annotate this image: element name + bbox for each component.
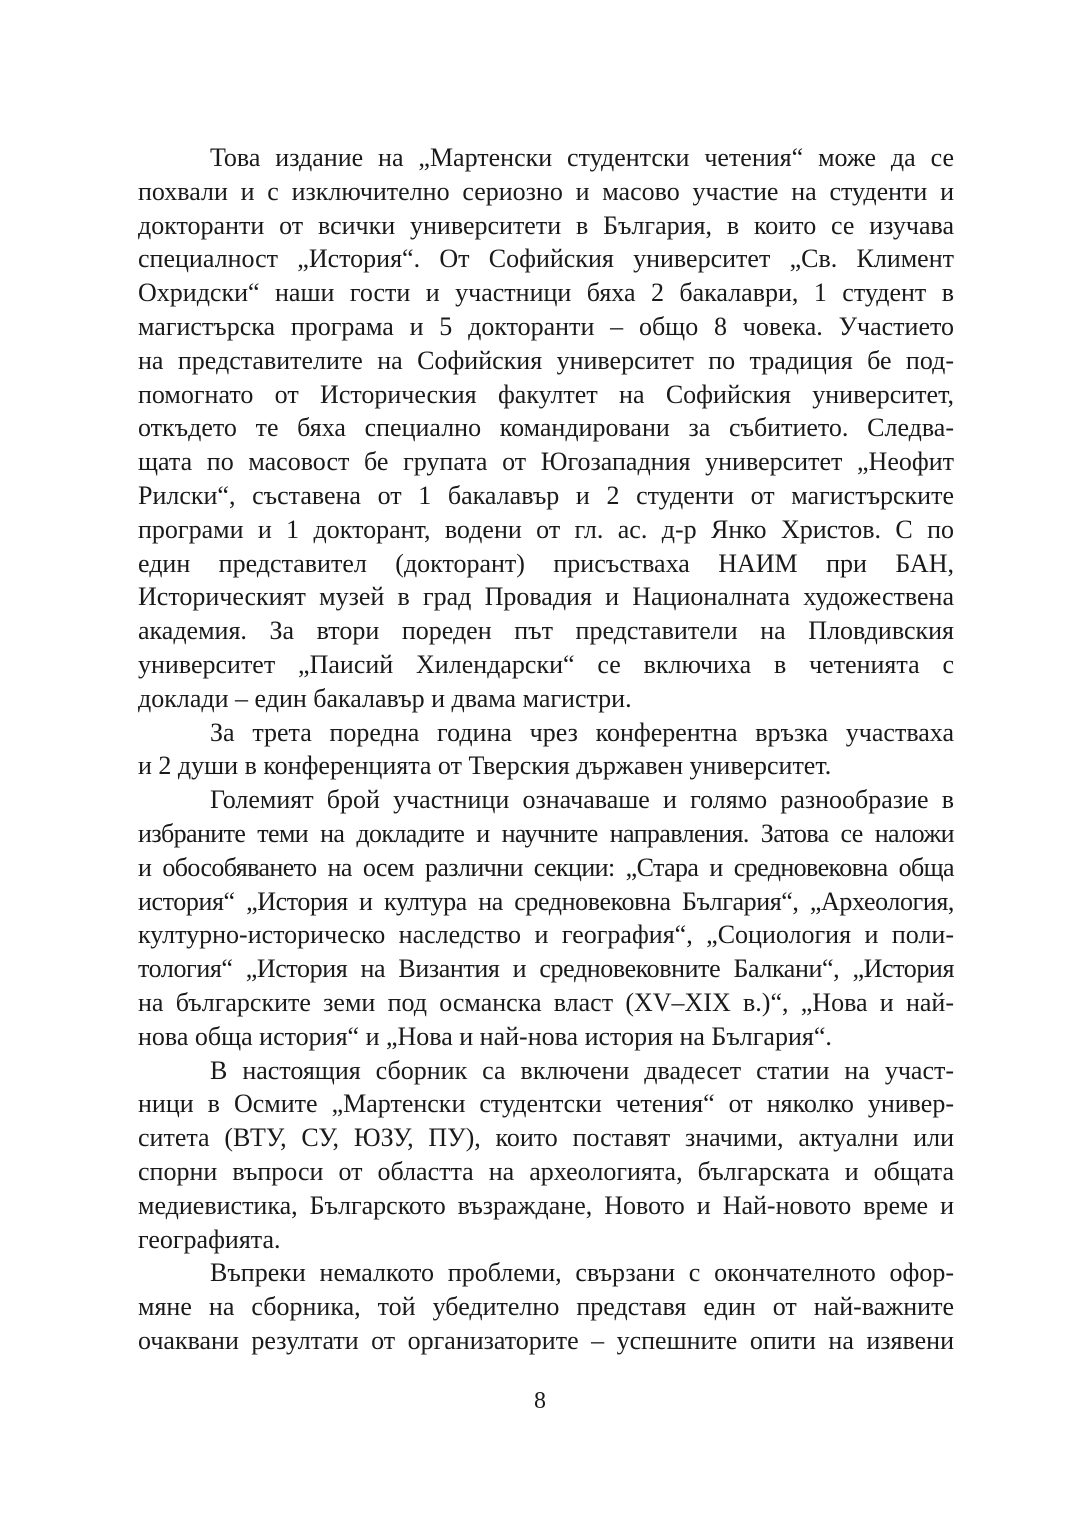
text-line: един представител (докторант) присъстваха НАИМ при БАН, bbox=[138, 548, 954, 578]
paragraph-4 bbox=[138, 1054, 954, 1257]
text-line: ници в Осмите „Мартенски студентски четения“ от няколко универ- bbox=[138, 1089, 954, 1119]
text-line: Това издание на „Мартенски студентски четения“ може да се bbox=[210, 143, 954, 172]
text-line: тология“ „История на Византия и средновековните Балкани“, „История bbox=[138, 954, 954, 984]
text-line: спорни въпроси от областта на археологията, българската и общата bbox=[138, 1156, 954, 1186]
text-line: академия. За втори пореден път представители на Пловдивския bbox=[138, 616, 954, 646]
text-line: Рилски“, съставена от 1 бакалавър и 2 студенти от магистърските bbox=[138, 480, 954, 510]
text-line: очаквани резултати от организаторите – успешните опити на изявени bbox=[138, 1325, 954, 1355]
text-line: доклади – един бакалавър и двама магистри. bbox=[138, 683, 632, 713]
text-line: история“ „История и култура на средновековна България“, „Археология, bbox=[138, 886, 954, 916]
text-line: Големият брой участници означаваше и голямо разнообразие в bbox=[210, 785, 954, 815]
text-line: Въпреки немалкото проблеми, свързани с окончателното офор- bbox=[210, 1258, 954, 1288]
text-line: магистърска програма и 5 докторанти – общо 8 човека. Участието bbox=[138, 311, 954, 341]
text-line: докторанти от всички университети в България, в които се изучава bbox=[138, 210, 954, 240]
text-line: на българските земи под османска власт (XV–XIX в.)“, „Нова и най- bbox=[138, 987, 954, 1017]
text-line: ситета (ВТУ, СУ, ЮЗУ, ПУ), които поставят значими, актуални или bbox=[138, 1123, 954, 1153]
text-line: избраните теми на докладите и научните направления. Затова се наложи bbox=[138, 818, 954, 848]
text-line: и 2 души в конференцията от Тверския държавен университет. bbox=[138, 751, 832, 781]
paragraph-5 bbox=[138, 1256, 954, 1357]
text-line: мяне на сборника, той убедително представя един от най-важните bbox=[138, 1292, 954, 1322]
text-line: медиевистика, Българското възраждане, Новото и Най-новото време и bbox=[138, 1190, 954, 1220]
text-line: на представителите на Софийския университет по традиция бе под- bbox=[138, 345, 954, 375]
text-line: В настоящия сборник са включени двадесет статии на участ- bbox=[210, 1055, 954, 1085]
text-line: географията. bbox=[138, 1224, 281, 1254]
text-line: програми и 1 докторант, водени от гл. ас. д-р Янко Христов. С по bbox=[138, 514, 954, 544]
text-line: специалност „История“. От Софийския университет „Св. Климент bbox=[138, 244, 954, 274]
paragraph-3 bbox=[138, 783, 954, 1053]
text-line: За трета поредна година чрез конферентна връзка участваха bbox=[210, 717, 954, 747]
paragraph-2 bbox=[138, 716, 954, 784]
text-line: помогнато от Историческия факултет на Софийския университет, bbox=[138, 379, 954, 409]
page-number: 8 bbox=[534, 1388, 546, 1414]
text-line: откъдето те бяха специално командировани за събитието. Следва- bbox=[138, 413, 954, 443]
text-line: похвали и с изключително сериозно и масово участие на студенти и bbox=[138, 176, 954, 206]
text-line: университет „Паисий Хилендарски“ се включиха в четенията с bbox=[138, 649, 954, 679]
text-line: културно-историческо наследство и география“, „Социология и поли- bbox=[138, 920, 954, 950]
text-line: и обособяването на осем различни секции: „Стара и средновековна обща bbox=[138, 852, 954, 882]
text-line: щата по масовост бе групата от Югозападния университет „Неофит bbox=[138, 447, 954, 477]
text-line: нова обща история“ и „Нова и най-нова история на България“. bbox=[138, 1021, 832, 1051]
page-body-text bbox=[138, 141, 954, 1358]
paragraph-1 bbox=[138, 141, 954, 716]
text-line: Охридски“ наши гости и участници бяха 2 бакалаври, 1 студент в bbox=[138, 278, 954, 308]
text-line: Историческият музей в град Провадия и Националната художествена bbox=[138, 582, 954, 612]
